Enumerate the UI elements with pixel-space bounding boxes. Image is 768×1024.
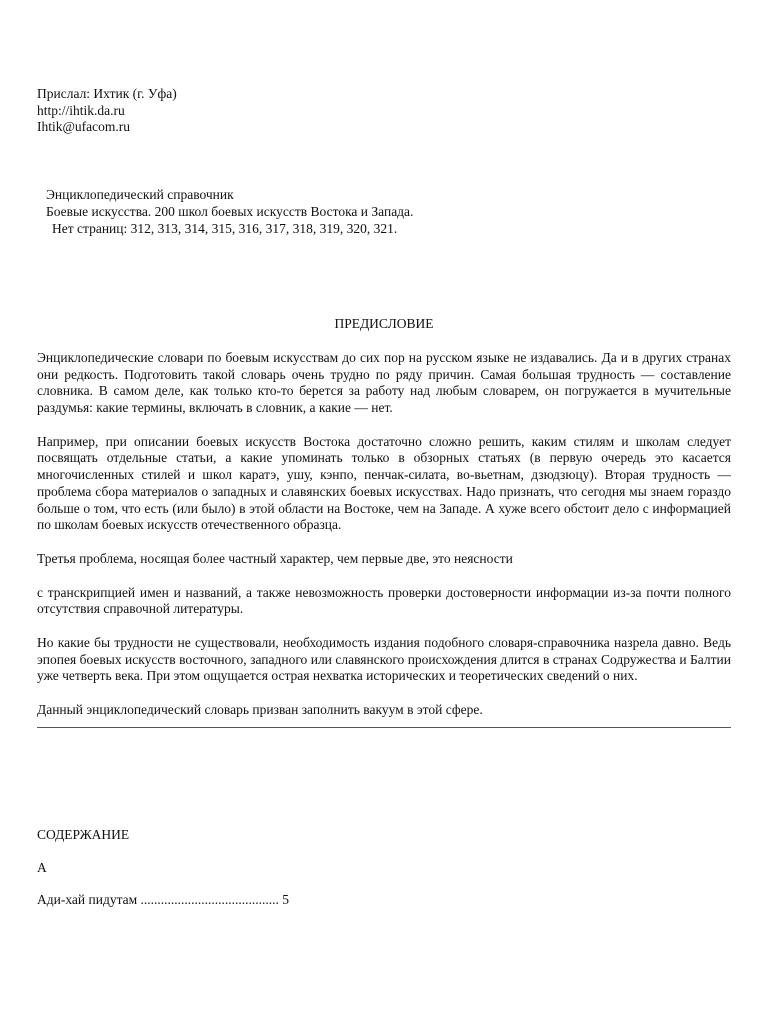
- preface-paragraph-3: Третья проблема, носящая более частный характер, чем первые две, это неясности: [37, 550, 513, 566]
- contents-title: СОДЕРЖАНИЕ: [37, 826, 130, 842]
- contents-entry-dots: .........................................: [140, 892, 279, 908]
- reference-subtitle: Боевые искусства. 200 школ боевых искусств Востока и Запада.: [46, 203, 414, 219]
- email-link[interactable]: Ihtik@ufacom.ru: [37, 119, 131, 135]
- preface-paragraph-2: Например, при описании боевых искусств Востока достаточно сложно решить, каким стилям и школам следует посвящать отдельные статьи, а какие упоминать только в обзорных статьях (в первую очередь это касается многочисленных стилей и школ каратэ, ушу, кэнпо, пенчак-силата, во-вьетнам, дзюдзюцу). Вторая трудность — проблема сбора материалов о западных и славянских боевых искусствах. Надо признать, что сегодня мы знаем гораздо больше о том, что есть (или было) в этой области на Востоке, чем на Западе. А хуже всего обстоит дело с информацией по школам боевых искусств отечественного образца.: [37, 433, 731, 533]
- contents-entry-page: 5: [282, 892, 290, 908]
- contents-letter-heading: А: [37, 859, 47, 875]
- reference-title: Энциклопедический справочник: [46, 187, 234, 203]
- preface-title: ПРЕДИСЛОВИЕ: [334, 316, 434, 332]
- preface-paragraph-6: Данный энциклопедический словарь призван заполнить вакуум в этой сфере.: [37, 702, 483, 718]
- missing-pages-note: Нет страниц: 312, 313, 314, 315, 316, 317, 318, 319, 320, 321.: [52, 220, 398, 236]
- reference-block: [37, 187, 737, 237]
- contents-entry[interactable]: [37, 892, 737, 909]
- url-link[interactable]: http://ihtik.da.ru: [37, 102, 125, 118]
- preface-paragraph-4: с транскрипцией имен и названий, а также невозможность проверки достоверности информации из-за почти полного отсутствия справочной литературы.: [37, 584, 731, 617]
- sender-line: Прислал: Ихтик (г. Уфа): [37, 86, 177, 101]
- header-block: [37, 86, 737, 136]
- document-page: [37, 86, 737, 909]
- preface-paragraph-1: Энциклопедические словари по боевым искусствам до сих пор на русском языке не издавались. Да и в других странах они редкость. Подготовить такой словарь очень трудно по ряду причин. Самая большая трудность — составление словника. В самом деле, как только кто-то берется за работу над любым словарем, он погружается в мучительные раздумья: какие термины, включать в словник, а какие — нет.: [37, 349, 731, 416]
- section-divider: [37, 727, 731, 728]
- contents-entry-label[interactable]: Ади-хай пидутам: [37, 892, 138, 908]
- preface-paragraph-5: Но какие бы трудности не существовали, необходимость издания подобного словаря-справочника назрела давно. Ведь эпопея боевых искусств восточного, западного или славянского происхождения длится в странах Содружества и Балтии уже четверть века. При этом ощущается острая нехватка исторических и теоретических сведений о них.: [37, 635, 731, 684]
